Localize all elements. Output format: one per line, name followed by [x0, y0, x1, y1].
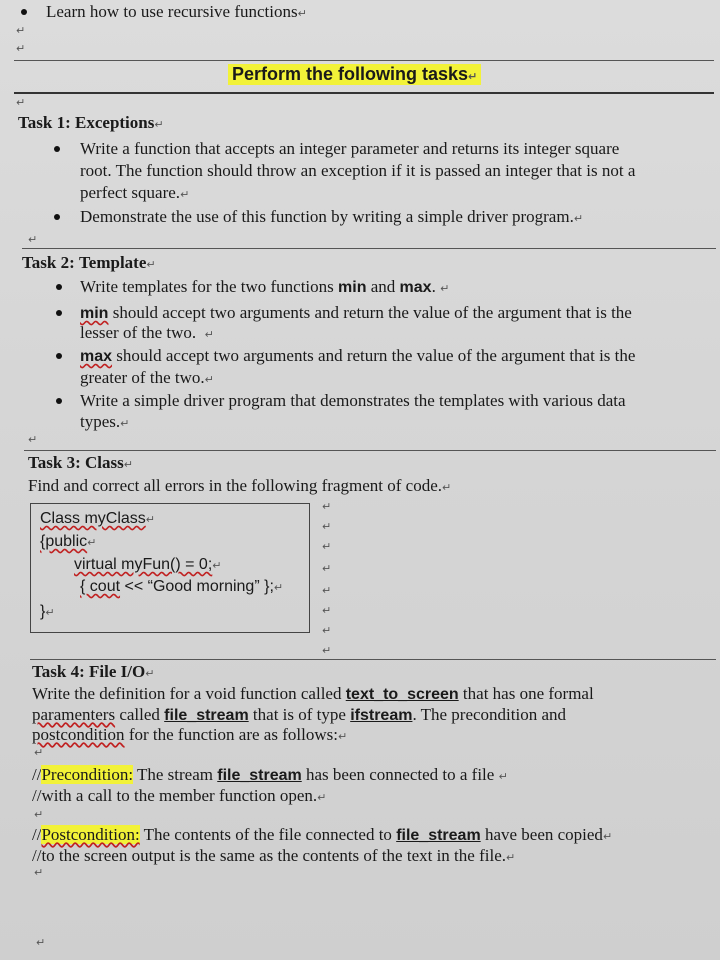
separator-line [22, 248, 716, 249]
bullet [56, 310, 62, 316]
page-header: Perform the following tasks↵ [228, 64, 481, 85]
bullet [54, 146, 60, 152]
bullet [56, 353, 62, 359]
task2-bullet3-line1: max should accept two arguments and return the value of the argument that is the [80, 346, 636, 365]
bullet [54, 214, 60, 220]
separator-line [24, 450, 716, 451]
paragraph-mark: ↵ [36, 936, 46, 949]
paragraph-mark: ↵ [34, 808, 44, 821]
paragraph-mark: ↵ [28, 433, 38, 446]
paragraph-mark: ↵ [34, 746, 44, 759]
paragraph-mark: ↵ [28, 233, 38, 246]
task1-bullet1-line1: Write a function that accepts an integer parameter and returns its integer square [80, 139, 620, 158]
code-line-5: }↵ [40, 603, 55, 620]
paragraph-mark: ↵ [322, 624, 332, 637]
bullet [56, 398, 62, 404]
precondition-line2: //with a call to the member function open.↵ [32, 786, 327, 805]
task4-heading: Task 4: File I/O↵ [32, 662, 155, 681]
task4-line2: paramenters called file_stream that is of type ifstream. The precondition and [32, 705, 567, 724]
precondition-line1: //Precondition: The stream file_stream has been connected to a file ↵ [32, 765, 508, 784]
paragraph-mark: ↵ [322, 604, 332, 617]
separator-line [14, 92, 714, 94]
bullet [21, 9, 27, 15]
task2-bullet3-line2: greater of the two.↵ [80, 368, 214, 387]
paragraph-mark: ↵ [322, 540, 332, 553]
bullet [56, 284, 62, 290]
task1-bullet1-line2: root. The function should throw an exception if it is passed an integer that is not a [80, 161, 636, 180]
task1-bullet2: Demonstrate the use of this function by writing a simple driver program.↵ [80, 207, 584, 226]
postcondition-line1: //Postcondition: The contents of the file connected to file_stream have been copied↵ [32, 825, 613, 844]
paragraph-mark: ↵ [16, 96, 26, 109]
separator-line [14, 60, 714, 61]
task2-bullet1: Write templates for the two functions min and max. ↵ [80, 277, 450, 296]
task3-description: Find and correct all errors in the following fragment of code.↵ [28, 476, 452, 495]
paragraph-mark: ↵ [16, 24, 26, 37]
task2-bullet4-line2: types.↵ [80, 412, 130, 431]
task4-line3: postcondition for the function are as follows:↵ [32, 725, 348, 744]
paragraph-mark: ↵ [322, 644, 332, 657]
task2-bullet2-line2: lesser of the two. ↵ [80, 323, 214, 342]
paragraph-mark: ↵ [16, 42, 26, 55]
separator-line [30, 659, 716, 660]
code-line-1: Class myClass↵ [40, 510, 156, 527]
postcondition-line2: //to the screen output is the same as the contents of the text in the file.↵ [32, 846, 516, 865]
code-line-4: { cout << “Good morning” };↵ [80, 578, 284, 595]
task2-bullet2-line1: min should accept two arguments and return the value of the argument that is the [80, 303, 632, 322]
task2-bullet4-line1: Write a simple driver program that demonstrates the templates with various data [80, 391, 626, 410]
paragraph-mark: ↵ [322, 500, 332, 513]
intro-bullet-text: Learn how to use recursive functions↵ [46, 2, 307, 21]
code-line-3: virtual myFun() = 0;↵ [74, 556, 222, 573]
paragraph-mark: ↵ [34, 866, 44, 879]
task2-heading: Task 2: Template↵ [22, 253, 156, 272]
task1-bullet1-line3: perfect square.↵ [80, 183, 190, 202]
task4-line1: Write the definition for a void function called text_to_screen that has one formal [32, 684, 594, 703]
code-line-2: {public↵ [40, 533, 97, 550]
paragraph-mark: ↵ [322, 584, 332, 597]
paragraph-mark: ↵ [322, 520, 332, 533]
task3-heading: Task 3: Class↵ [28, 453, 133, 472]
paragraph-mark: ↵ [322, 562, 332, 575]
task1-heading: Task 1: Exceptions↵ [18, 113, 164, 132]
